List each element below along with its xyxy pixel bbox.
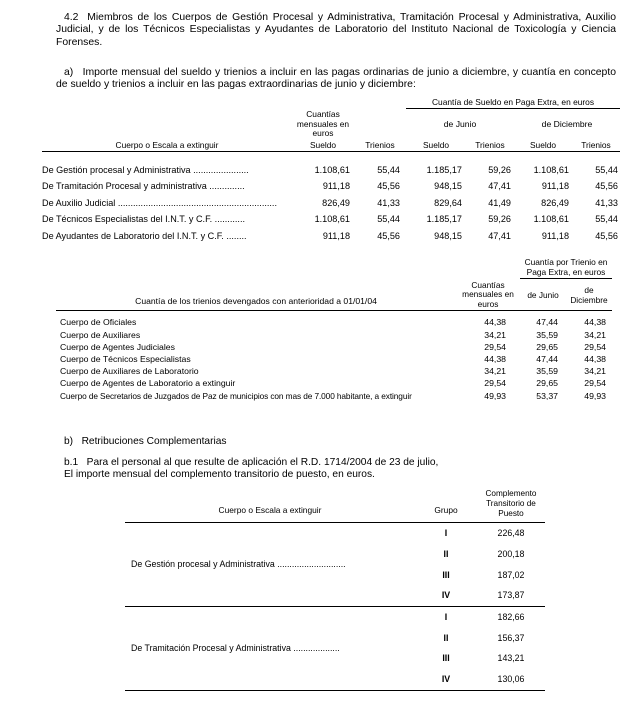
cell-trienios: 41,33 <box>377 197 400 208</box>
subsection-b-label: b) <box>64 436 74 447</box>
cell-trienios: 45,56 <box>377 181 400 192</box>
cell-sueldo: 1.108,61 <box>314 164 350 175</box>
table-row <box>56 328 612 340</box>
cell-mensual: 34,21 <box>484 329 506 340</box>
cell-trienios: 55,44 <box>377 164 400 175</box>
row-name: De Ayudantes de Laboratorio del I.N.T. y C.F. ........ <box>42 230 247 241</box>
section-number: 4.2 <box>64 12 79 23</box>
cell-junio-trienios: 41,49 <box>488 197 511 208</box>
subsection-a-text: Importe mensual del sueldo y trienios a incluir en las pagas ordinarias de junio a diciembre, y cuantía en concepto de sueldo y trienios a incluir en las pagas extraordinarias de junio y diciembre: <box>56 67 616 91</box>
col-header-paga-extra: Cuantía por Trienio en Paga Extra, en euros <box>520 257 612 279</box>
cell-diciembre-sueldo: 1.108,61 <box>533 164 569 175</box>
cell-grupo: II <box>443 632 449 643</box>
table-row <box>125 523 545 544</box>
col-header-cuerpo: Cuerpo o Escala a extinguir <box>125 487 415 523</box>
subsection-a-label: a) <box>64 67 74 78</box>
cell-sueldo: 911,18 <box>322 230 350 241</box>
cell-junio-sueldo: 1.185,17 <box>426 164 462 175</box>
cell-grupo: I <box>444 612 448 623</box>
cell-mensual: 44,38 <box>484 317 506 328</box>
row-name: Cuerpo de Técnicos Especialistas <box>60 353 191 364</box>
table-row <box>56 316 612 328</box>
cell-valor: 187,02 <box>497 569 525 580</box>
cell-diciembre-trienios: 55,44 <box>595 214 618 225</box>
cell-junio: 35,59 <box>536 366 558 377</box>
table-row <box>56 353 612 365</box>
row-name: Cuerpo de Secretarios de Juzgados de Paz de municipios con mas de 7.000 habitante, a extinguir <box>60 390 412 401</box>
table-row <box>42 228 620 245</box>
cell-junio: 29,65 <box>536 341 558 352</box>
cell-diciembre: 44,38 <box>584 317 606 328</box>
sub-header-diciembre-sueldo: Sueldo <box>514 139 572 152</box>
col-header-grupo: Grupo <box>415 487 477 523</box>
subsection-b1-line1: Para el personal al que resulte de aplicación el R.D. 1714/2004 de 23 de julio, <box>86 457 439 468</box>
cell-diciembre-sueldo: 826,49 <box>541 197 569 208</box>
cell-diciembre-trienios: 55,44 <box>595 164 618 175</box>
trienios-anteriores-table <box>56 257 612 402</box>
cell-diciembre-trienios: 45,56 <box>595 181 618 192</box>
row-name: Cuerpo de Agentes de Laboratorio a extinguir <box>60 378 236 389</box>
row-name: De Auxilio Judicial ............................................................... <box>42 197 277 208</box>
subsection-b <box>64 436 227 447</box>
cell-junio-sueldo: 948,15 <box>434 181 462 192</box>
cell-valor: 200,18 <box>497 549 525 560</box>
cell-trienios: 45,56 <box>377 230 400 241</box>
sub-header-junio-trienios: Trienios <box>466 139 514 152</box>
row-name: Cuerpo de Agentes Judiciales <box>60 341 175 352</box>
col-header-junio: de Junio <box>520 279 566 311</box>
col-header-desc: Cuantía de los trienios devengados con anterioridad a 01/01/04 <box>56 279 456 311</box>
section-heading <box>56 12 616 49</box>
cell-sueldo: 826,49 <box>322 197 350 208</box>
cell-diciembre: 29,54 <box>584 378 606 389</box>
col-header-paga-extra: Cuantía de Sueldo en Paga Extra, en euros <box>406 95 620 109</box>
cell-diciembre: 49,93 <box>584 390 606 401</box>
cell-mensual: 29,54 <box>484 341 506 352</box>
table-row <box>42 211 620 228</box>
cell-junio-sueldo: 948,15 <box>434 230 462 241</box>
cell-diciembre-sueldo: 911,18 <box>541 181 569 192</box>
cell-grupo: III <box>442 653 450 664</box>
cell-mensual: 34,21 <box>484 366 506 377</box>
cell-grupo: I <box>444 528 448 539</box>
cell-diciembre-trienios: 45,56 <box>595 230 618 241</box>
cell-diciembre: 29,54 <box>584 341 606 352</box>
cell-valor: 156,37 <box>497 632 525 643</box>
cell-grupo: IV <box>415 585 477 606</box>
row-name: De Gestión procesal y Administrativa ...................... <box>42 164 249 175</box>
row-name: Cuerpo de Auxiliares de Laboratorio <box>60 366 199 377</box>
cell-valor: 173,87 <box>477 585 545 606</box>
row-name: Cuerpo de Auxiliares <box>60 329 141 340</box>
cell-junio: 47,44 <box>536 317 558 328</box>
cell-grupo: III <box>442 569 450 580</box>
subsection-b-text: Retribuciones Complementarias <box>81 436 227 447</box>
cell-junio-trienios: 47,41 <box>488 230 511 241</box>
col-header-junio: de Junio <box>443 118 477 129</box>
complemento-transitorio-table <box>125 487 545 691</box>
cell-diciembre-trienios: 41,33 <box>595 197 618 208</box>
cell-mensual: 49,93 <box>484 390 506 401</box>
cell-junio: 47,44 <box>536 353 558 364</box>
table-row <box>42 195 620 212</box>
cell-mensual: 44,38 <box>484 353 506 364</box>
cell-valor: 182,66 <box>497 612 525 623</box>
group-name: De Tramitación Procesal y Administrativa ................... <box>125 606 415 690</box>
cell-valor: 226,48 <box>497 528 525 539</box>
row-name: De Tramitación Procesal y administrativa .............. <box>42 181 245 192</box>
cell-junio: 29,65 <box>536 378 558 389</box>
sub-header-diciembre-trienios: Trienios <box>572 139 620 152</box>
cell-junio-sueldo: 1.185,17 <box>426 214 462 225</box>
group-name: De Gestión procesal y Administrativa ............................ <box>125 523 415 607</box>
cell-junio-trienios: 59,26 <box>488 214 511 225</box>
row-name: Cuerpo de Oficiales <box>60 317 137 328</box>
cell-diciembre: 44,38 <box>584 353 606 364</box>
table-row <box>125 606 545 627</box>
cell-grupo: IV <box>415 669 477 690</box>
section-title: Miembros de los Cuerpos de Gestión Procesal y Administrativa, Tramitación Procesal y Administrativa, Auxilio Judicial, y de los Técnicos Especialistas y Ayudantes de Laboratorio del Instituto Nacional de Toxicología y Ciencia Forenses. <box>56 12 617 48</box>
subsection-b1-label: b.1 <box>64 457 79 468</box>
subsection-b1 <box>64 457 438 482</box>
cell-grupo: II <box>443 549 449 560</box>
col-header-complemento: Complemento Transitorio de Puesto <box>477 487 545 523</box>
col-header-diciembre: de Diciembre <box>566 279 612 311</box>
cell-junio: 35,59 <box>536 329 558 340</box>
cell-diciembre-sueldo: 1.108,61 <box>533 214 569 225</box>
table-row <box>56 341 612 353</box>
cell-junio-trienios: 47,41 <box>488 181 511 192</box>
sub-header-trienios: Trienios <box>354 139 406 152</box>
subsection-a <box>56 67 616 92</box>
sueldo-trienios-table <box>42 95 620 244</box>
cell-sueldo: 1.108,61 <box>314 214 350 225</box>
cell-junio-sueldo: 829,64 <box>434 197 462 208</box>
cell-mensual: 29,54 <box>484 378 506 389</box>
col-header-mensuales: Cuantías mensuales en euros <box>456 279 520 311</box>
cell-sueldo: 911,18 <box>322 181 350 192</box>
col-header-cuerpo: Cuerpo o Escala a extinguir <box>42 139 292 152</box>
table-row <box>42 162 620 179</box>
sub-header-sueldo: Sueldo <box>292 139 354 152</box>
cell-valor: 130,06 <box>477 669 545 690</box>
subsection-b1-line2: El importe mensual del complemento transitorio de puesto, en euros. <box>64 469 375 481</box>
table-row <box>42 178 620 195</box>
cell-junio-trienios: 59,26 <box>488 164 511 175</box>
sub-header-junio-sueldo: Sueldo <box>406 139 466 152</box>
table-row <box>56 389 612 401</box>
cell-valor: 143,21 <box>497 653 525 664</box>
cell-trienios: 55,44 <box>377 214 400 225</box>
col-header-mensuales: Cuantías mensuales en euros <box>296 109 350 138</box>
row-name: De Técnicos Especialistas del I.N.T. y C.F. ............ <box>42 214 245 225</box>
cell-junio: 53,37 <box>536 390 558 401</box>
cell-diciembre-sueldo: 911,18 <box>541 230 569 241</box>
cell-diciembre: 34,21 <box>584 329 606 340</box>
table-row <box>56 377 612 389</box>
col-header-diciembre: de Diciembre <box>541 118 593 129</box>
table-row <box>56 365 612 377</box>
cell-diciembre: 34,21 <box>584 366 606 377</box>
